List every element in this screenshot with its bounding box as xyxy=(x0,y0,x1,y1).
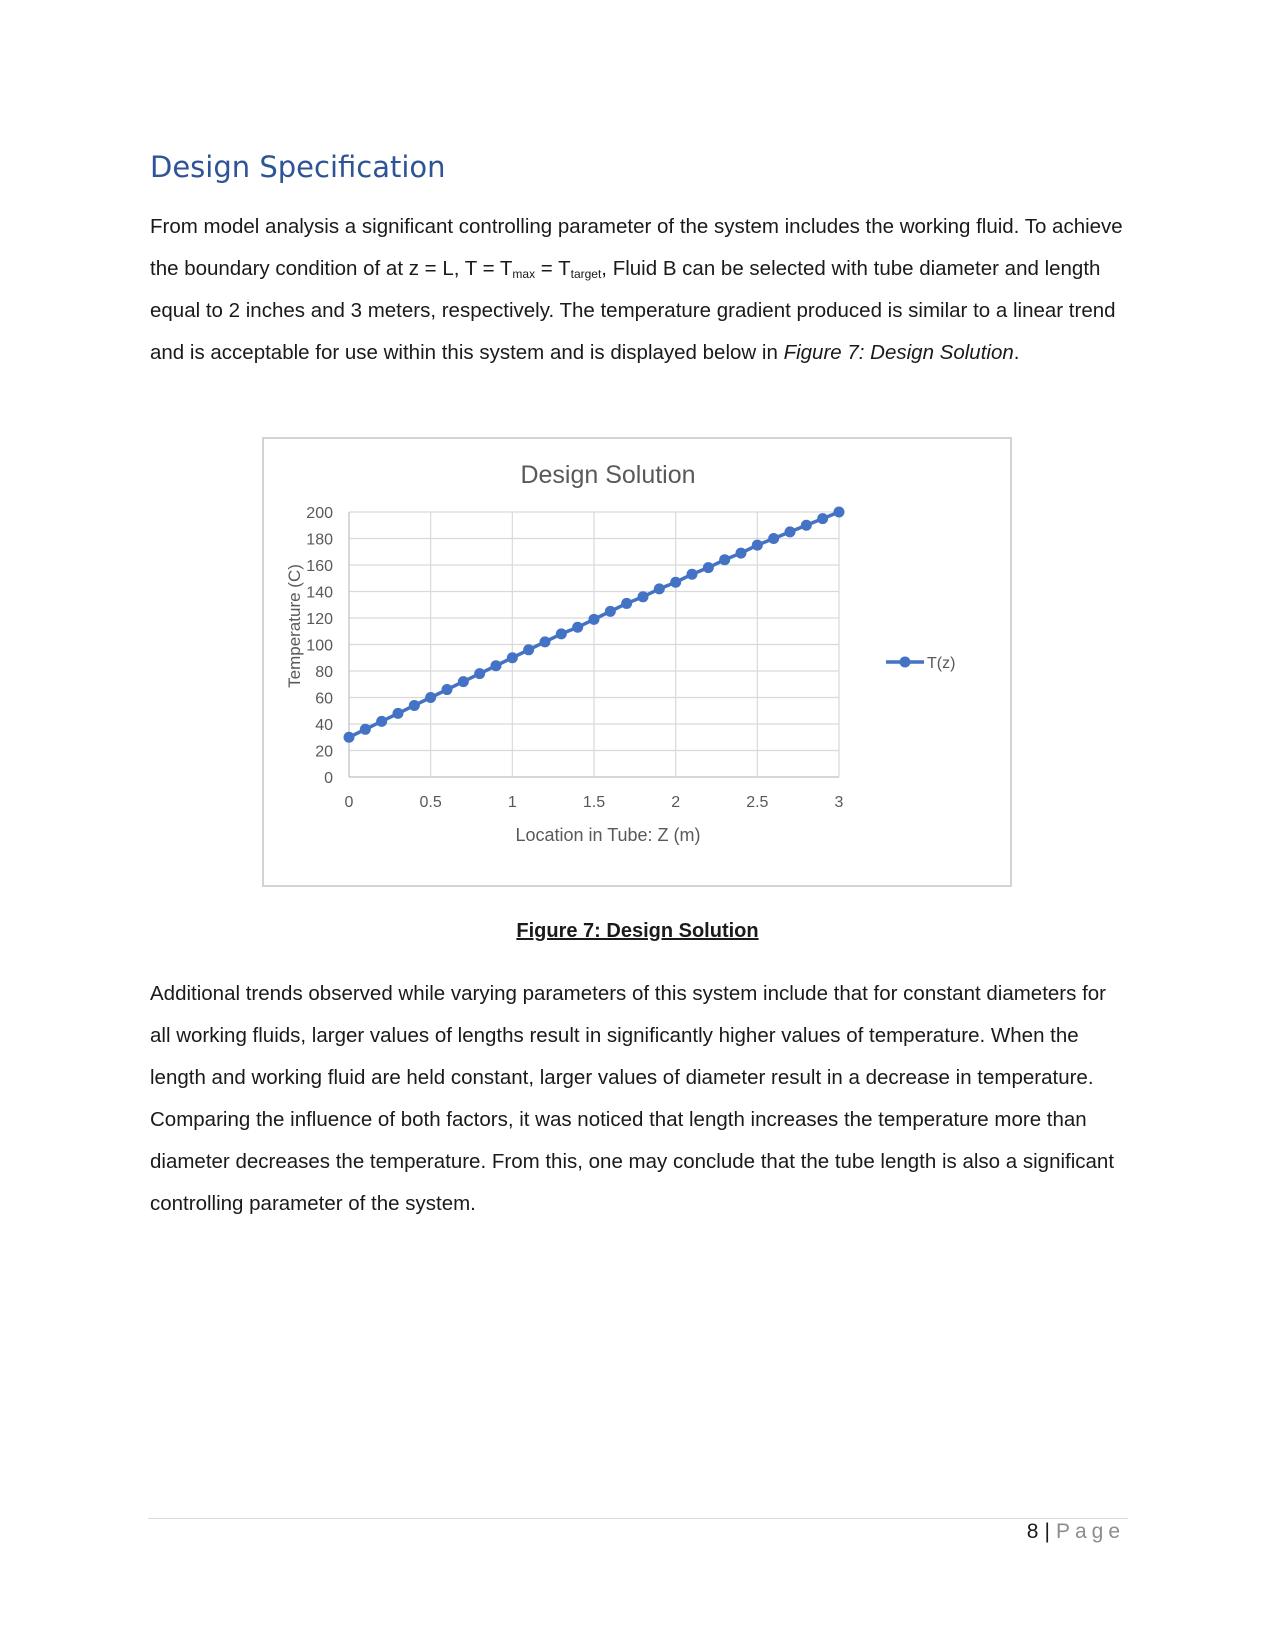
y-tick-label: 140 xyxy=(306,584,333,602)
data-point xyxy=(409,700,420,711)
data-point xyxy=(589,614,600,625)
data-point xyxy=(523,644,534,655)
data-point xyxy=(654,583,665,594)
data-point xyxy=(817,513,828,524)
x-tick-label: 1.5 xyxy=(582,794,606,811)
data-point xyxy=(360,724,371,735)
y-axis-label: Temperature (C) xyxy=(285,564,304,688)
data-point xyxy=(344,732,355,743)
y-tick-label: 60 xyxy=(315,690,333,708)
data-point xyxy=(458,676,469,687)
y-tick-label: 40 xyxy=(315,717,333,734)
page-number: 8 xyxy=(1026,1520,1039,1543)
data-point xyxy=(491,660,502,671)
y-tick-label: 200 xyxy=(306,505,333,522)
subscript-target: target xyxy=(570,267,602,281)
chart-legend xyxy=(886,655,955,672)
para1-text-1: From model analysis a significant controlling parameter of the system includes the working fluid. To achieve the boundary condition of at z = L, T = T xyxy=(150,215,1123,280)
data-point xyxy=(572,622,583,633)
data-point xyxy=(768,533,779,544)
x-tick-label: 0 xyxy=(344,794,354,811)
y-tick-label: 180 xyxy=(306,531,333,549)
data-point xyxy=(621,598,632,609)
data-point xyxy=(719,554,730,565)
y-tick-label: 160 xyxy=(306,558,333,575)
chart-title: Design Solution xyxy=(520,461,696,489)
x-axis-label: Location in Tube: Z (m) xyxy=(515,825,701,845)
para1-text-4: . xyxy=(1013,341,1020,364)
data-point xyxy=(605,606,616,617)
data-point xyxy=(393,708,404,719)
data-point xyxy=(703,562,714,573)
figure-reference: Figure 7: Design Solution xyxy=(783,341,1014,364)
y-tick-label: 0 xyxy=(324,770,333,787)
y-tick-label: 80 xyxy=(315,664,333,681)
data-point xyxy=(540,636,551,647)
intro-paragraph xyxy=(150,206,1130,374)
data-point xyxy=(638,591,649,602)
page-label: Page xyxy=(1055,1520,1125,1543)
x-tick-label: 3 xyxy=(834,794,844,811)
data-point xyxy=(785,526,796,537)
footer-separator: | xyxy=(1044,1520,1050,1543)
trends-paragraph: Additional trends observed while varying parameters of this system include that for constant diameters for all working fluids, larger values of lengths result in significantly higher values of temperature. When the length and working fluid are held constant, larger values of diameter result in a decrease in temperature. Comparing the influence of both factors, it was noticed that length increases the temperature more than diameter decreases the temperature. From this, one may conclude that the tube length is also a significant controlling parameter of the system. xyxy=(150,982,1115,1215)
data-point xyxy=(507,652,518,663)
data-point xyxy=(425,692,436,703)
chart-container xyxy=(262,437,1012,887)
data-point xyxy=(442,684,453,695)
data-point xyxy=(376,716,387,727)
data-point xyxy=(736,548,747,559)
data-point xyxy=(752,540,763,551)
y-tick-label: 100 xyxy=(306,637,333,655)
data-point xyxy=(687,569,698,580)
data-point xyxy=(556,628,567,639)
legend-label: T(z) xyxy=(927,655,956,672)
x-tick-label: 1 xyxy=(507,794,517,811)
data-point xyxy=(670,577,681,588)
figure-caption: Figure 7: Design Solution xyxy=(516,920,759,942)
page-footer xyxy=(1027,1520,1125,1544)
footer-divider xyxy=(148,1518,1128,1519)
section-heading: Design Specification xyxy=(150,150,446,184)
para1-text-2: = T xyxy=(535,257,571,280)
y-tick-label: 20 xyxy=(315,743,333,761)
x-tick-label: 0.5 xyxy=(419,794,442,811)
data-point xyxy=(801,520,812,531)
para1-text-3: , Fluid B can be selected with tube diameter and length equal to 2 inches and 3 meters, respectively. The temperature gradient produced is similar to a linear trend and is acceptable for use within this system and is displayed below in xyxy=(150,257,1116,364)
x-tick-label: 2.5 xyxy=(746,794,769,811)
data-point xyxy=(474,668,485,679)
data-point xyxy=(834,507,845,518)
subscript-max: max xyxy=(512,267,536,281)
design-solution-chart xyxy=(264,439,1010,885)
y-tick-label: 120 xyxy=(306,611,333,628)
x-tick-label: 2 xyxy=(671,794,681,811)
legend-marker xyxy=(900,657,911,668)
